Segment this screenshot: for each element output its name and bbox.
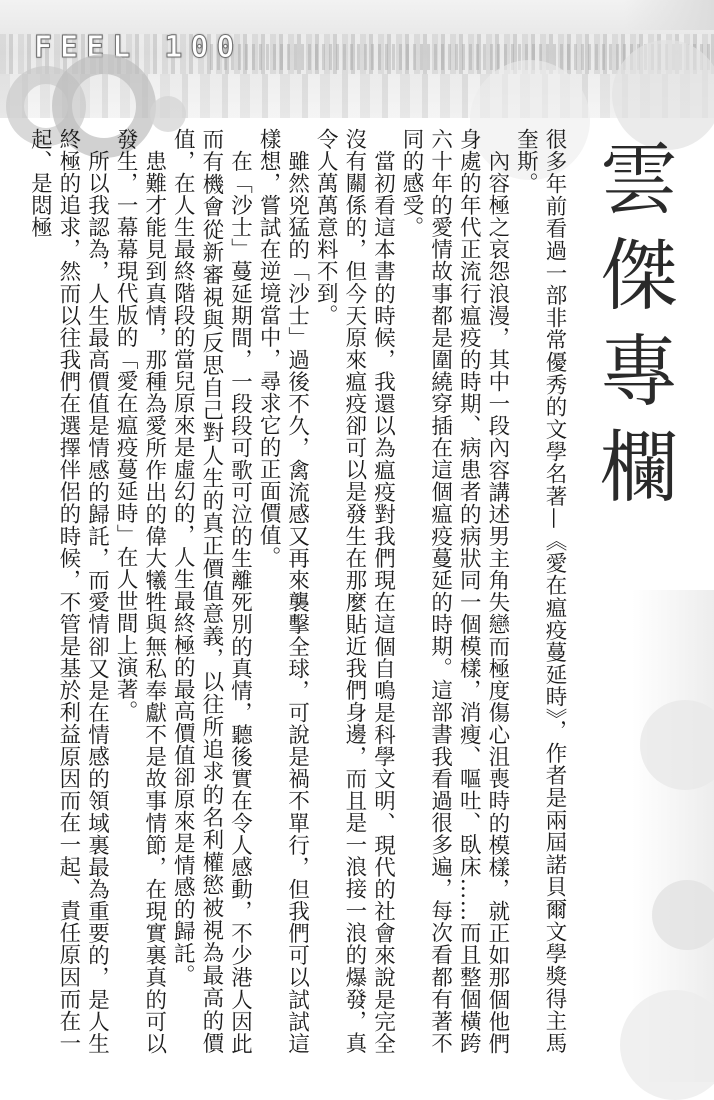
article-body bbox=[27, 128, 568, 1054]
paragraph-1: 很多年前看過一部非常優秀的文學名著—《愛在瘟疫蔓延時》，作者是兩屆諾貝爾文學獎得主馬奎斯。 bbox=[513, 128, 567, 1054]
column-title: 雲傑專欄 bbox=[587, 138, 677, 522]
header-corner-shade bbox=[624, 0, 714, 30]
paragraph-7: 所以我認為，人生最高價值是情感的歸託，而愛情卻又是在情感的領域裏最為重要的，是人生終極的追求，然而以往我們在選擇伴侶的時候，不管是基於利益原因而在一起、責任原因而在一起、是悶極 bbox=[27, 128, 110, 1054]
decorative-disc bbox=[150, 96, 186, 132]
decorative-disc-corner bbox=[612, 40, 714, 150]
paragraph-6: 患難才能見到真情，那種為愛所作出的偉大犧牲與無私奉獻不是故事情節，在現實裏真的可以發生，一幕幕現代版的「愛在瘟疫蔓延時」在人世間上演著。 bbox=[113, 128, 167, 1054]
paragraph-3: 當初看這本書的時候，我還以為瘟疫對我們現在這個自鳴是科學文明、現代的社會來說是完全沒有關係的，但今天原來瘟疫卻可以是發生在那麼貼近我們身邊，而且是一浪接一浪的爆發，真令人萬萬意料不到。 bbox=[313, 128, 396, 1054]
paragraph-2: 內容極之哀怨浪漫，其中一段內容講述男主角失戀而極度傷心沮喪時的模樣，就正如那個他們身處的年代正流行瘟疫的時期、病患者的病狀同一個模樣，消瘦、嘔吐、臥床……而且整個橫跨六十年的愛情故事都是圍繞穿插在這個瘟疫蔓延的時期。這部書我看過很多遍，每次看都有著不同的感受。 bbox=[399, 128, 510, 1054]
brand-logo-text: FEEL 100 bbox=[34, 30, 243, 65]
paragraph-4: 雖然兇猛的「沙士」過後不久，禽流感又再來襲擊全球，可說是禍不單行，但我們可以試試這樣想，嘗試在逆境當中，尋求它的正面價值。 bbox=[256, 128, 310, 1054]
side-circle bbox=[620, 990, 714, 1100]
side-circle bbox=[652, 880, 714, 950]
paragraph-5: 在「沙士」蔓延期間，一段段可歌可泣的生離死別的真情，聽後實在令人感動，不少港人因此而有機會從新審視與反思自己對人生的真正價值意義，以往所追求的名利權慾被視為最高的價值，在人生最終階段的當兒原來是虛幻的，人生最終極的最高價值卻原來是情感的歸託。 bbox=[170, 128, 253, 1054]
